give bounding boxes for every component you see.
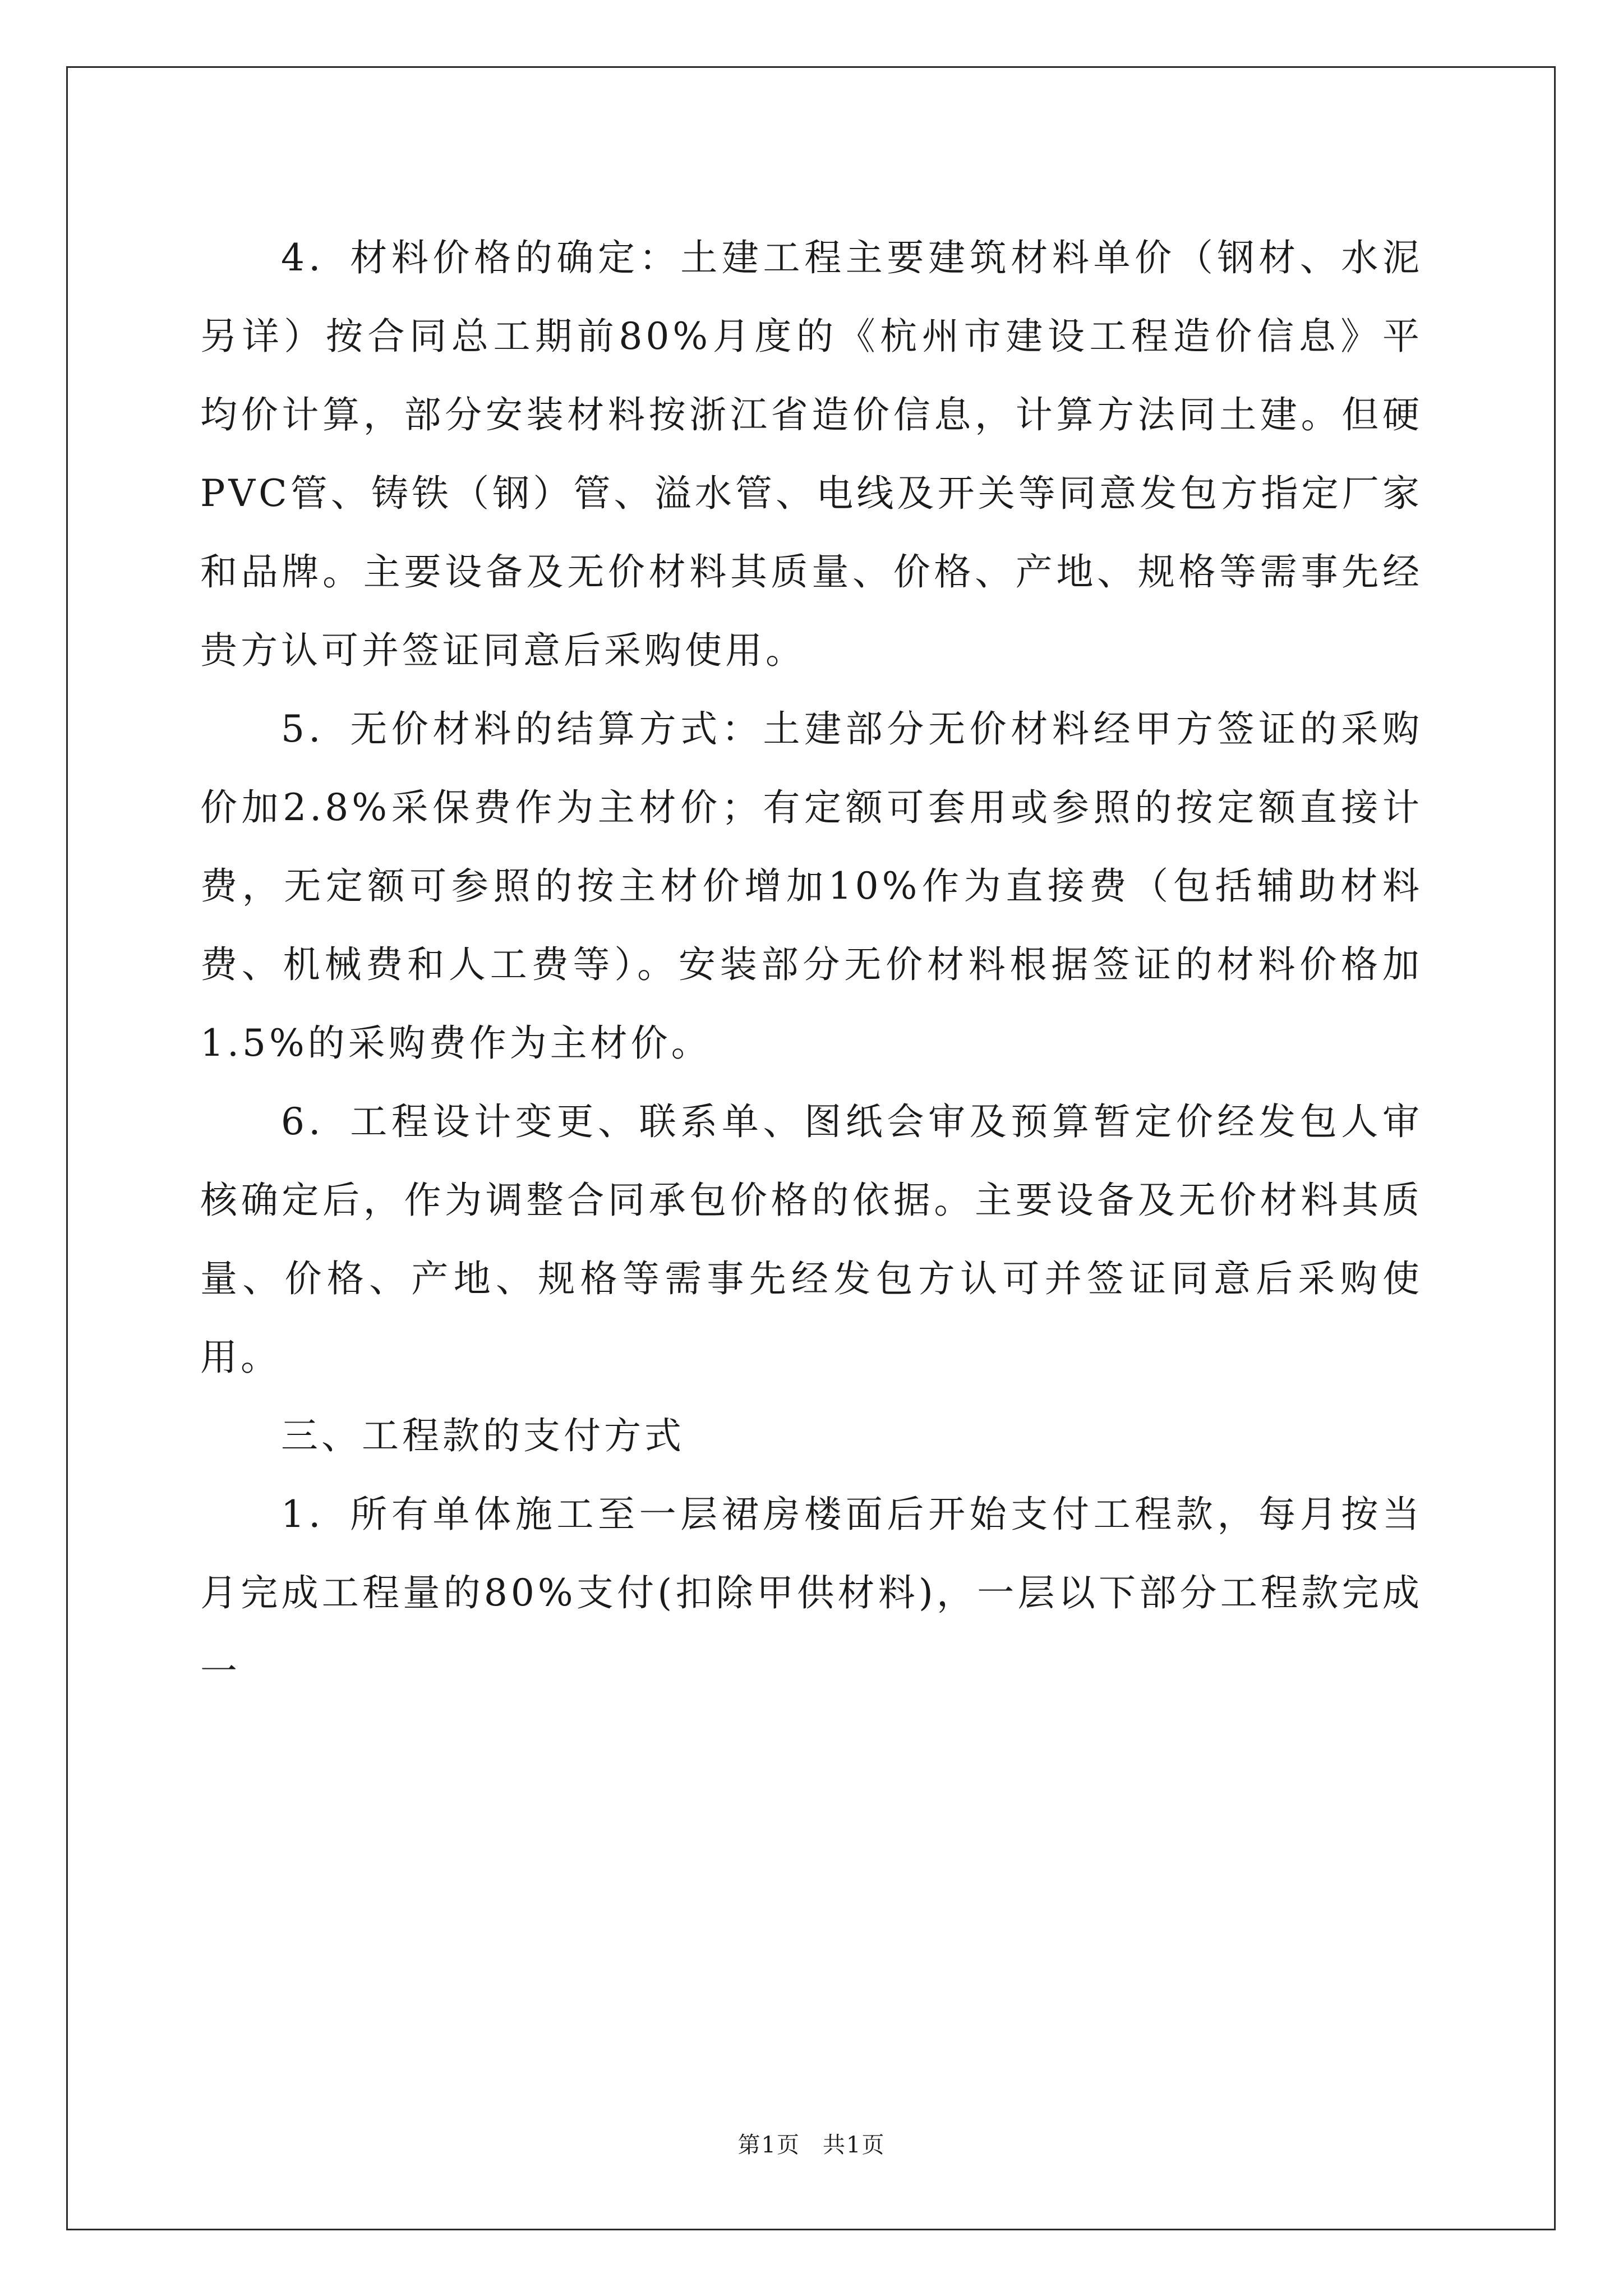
page-number-total: 共1页 <box>823 2132 886 2158</box>
paragraph-material-price: 4．材料价格的确定：土建工程主要建筑材料单价（钢材、水泥另详）按合同总工期前80%月度的《杭州市建设工程造价信息》平均价计算，部分安装材料按浙江省造价信息，计算方法同土建。但硬PVC管、铸铁（钢）管、溢水管、电线及开关等同意发包方指定厂家和品牌。主要设备及无价材料其质量、价格、产地、规格等需事先经贵方认可并签证同意后采购使用。 <box>200 236 1423 672</box>
page-footer <box>0 2127 1623 2159</box>
paragraph-payment-terms: 1．所有单体施工至一层裙房楼面后开始支付工程款，每月按当月完成工程量的80%支付(扣除甲供材料)，一层以下部分工程款完成一 <box>200 1493 1423 1693</box>
page-number-current: 第1页 <box>737 2132 800 2158</box>
paragraph-unpriced-material-settlement: 5．无价材料的结算方式：土建部分无价材料经甲方签证的采购价加2.8%采保费作为主材价；有定额可套用或参照的按定额直接计费，无定额可参照的按主材价增加10%作为直接费（包括辅助材料费、机械费和人工费等）。安装部分无价材料根据签证的材料价格加1.5%的采购费作为主材价。 <box>200 707 1423 1065</box>
paragraph-design-change: 6．工程设计变更、联系单、图纸会审及预算暂定价经发包人审核确定后，作为调整合同承包价格的依据。主要设备及无价材料其质量、价格、产地、规格等需事先经发包方认可并签证同意后采购使用。 <box>200 1100 1423 1379</box>
document-body <box>200 219 1423 1711</box>
section-heading-payment: 三、工程款的支付方式 <box>281 1414 685 1457</box>
